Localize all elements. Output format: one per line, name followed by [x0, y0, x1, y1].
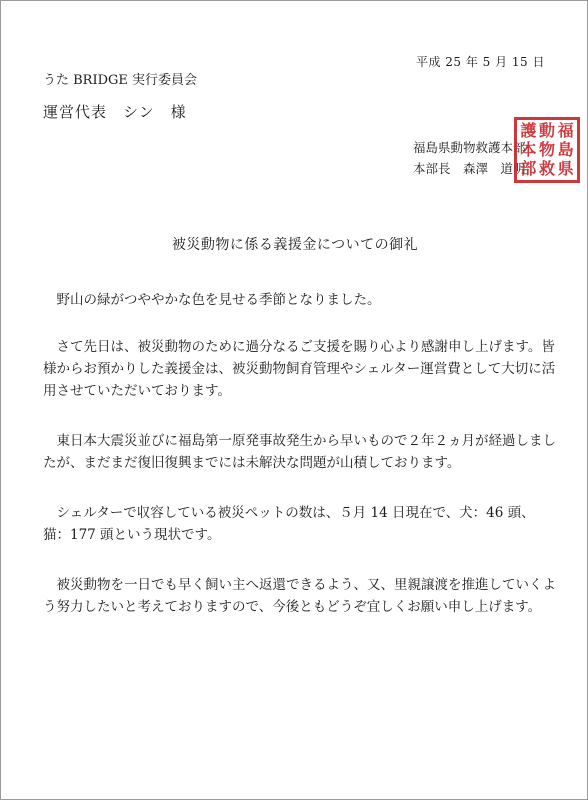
paragraph-situation: 東日本大震災並びに福島第一原発事故発生から早いもので２年２ヵ月が経過しましたが、まだまだ復旧復興までには未解決な問題が山積しております。	[43, 433, 556, 471]
recipient-organization: うた BRIDGE 実行委員会	[43, 73, 198, 88]
paragraph-shelter-count: シェルターで収容している被災ペットの数は、５月 14 日現在で、犬：46 頭、猫：177 頭という現状です。	[43, 505, 535, 543]
seal-char: 部	[520, 158, 537, 178]
seal-char: 県	[557, 158, 574, 178]
recipient-name: 運営代表 シン 様	[43, 103, 187, 121]
paragraph-closing: 被災動物を一日でも早く飼い主へ返還できるよう、又、里親譲渡を推進していくよう努力したいと考えておりますので、今後ともどうぞ宜しくお願い申し上げます。	[43, 577, 556, 615]
seal-char: 護	[520, 121, 537, 141]
seal-char: 福	[557, 121, 574, 141]
letter-subject: 被災動物に係る義援金についての御礼	[171, 237, 419, 253]
seal-char: 本	[520, 139, 537, 159]
letter-date: 平成 25 年 5 月 15 日	[415, 55, 545, 69]
seal-char: 物	[539, 139, 556, 159]
seal-char: 救	[539, 158, 556, 178]
seal-char: 島	[557, 139, 574, 159]
paragraph-greeting: 野山の緑がつややかな色を見せる季節となりました。	[56, 292, 381, 308]
seal-char: 動	[539, 121, 556, 141]
paragraph-thanks: さて先日は、被災動物のために過分なるご支援を賜り心より感謝申し上げます。皆様からお預かりした義援金は、被災動物飼育管理やシェルター運営費として大切に活用させていただいております。	[43, 339, 556, 399]
sender-organization: 福島県動物救護本部	[413, 140, 526, 155]
official-seal-stamp	[514, 117, 580, 183]
letter-body	[43, 289, 557, 646]
sender-name: 本部長 森澤 道明	[413, 161, 526, 176]
